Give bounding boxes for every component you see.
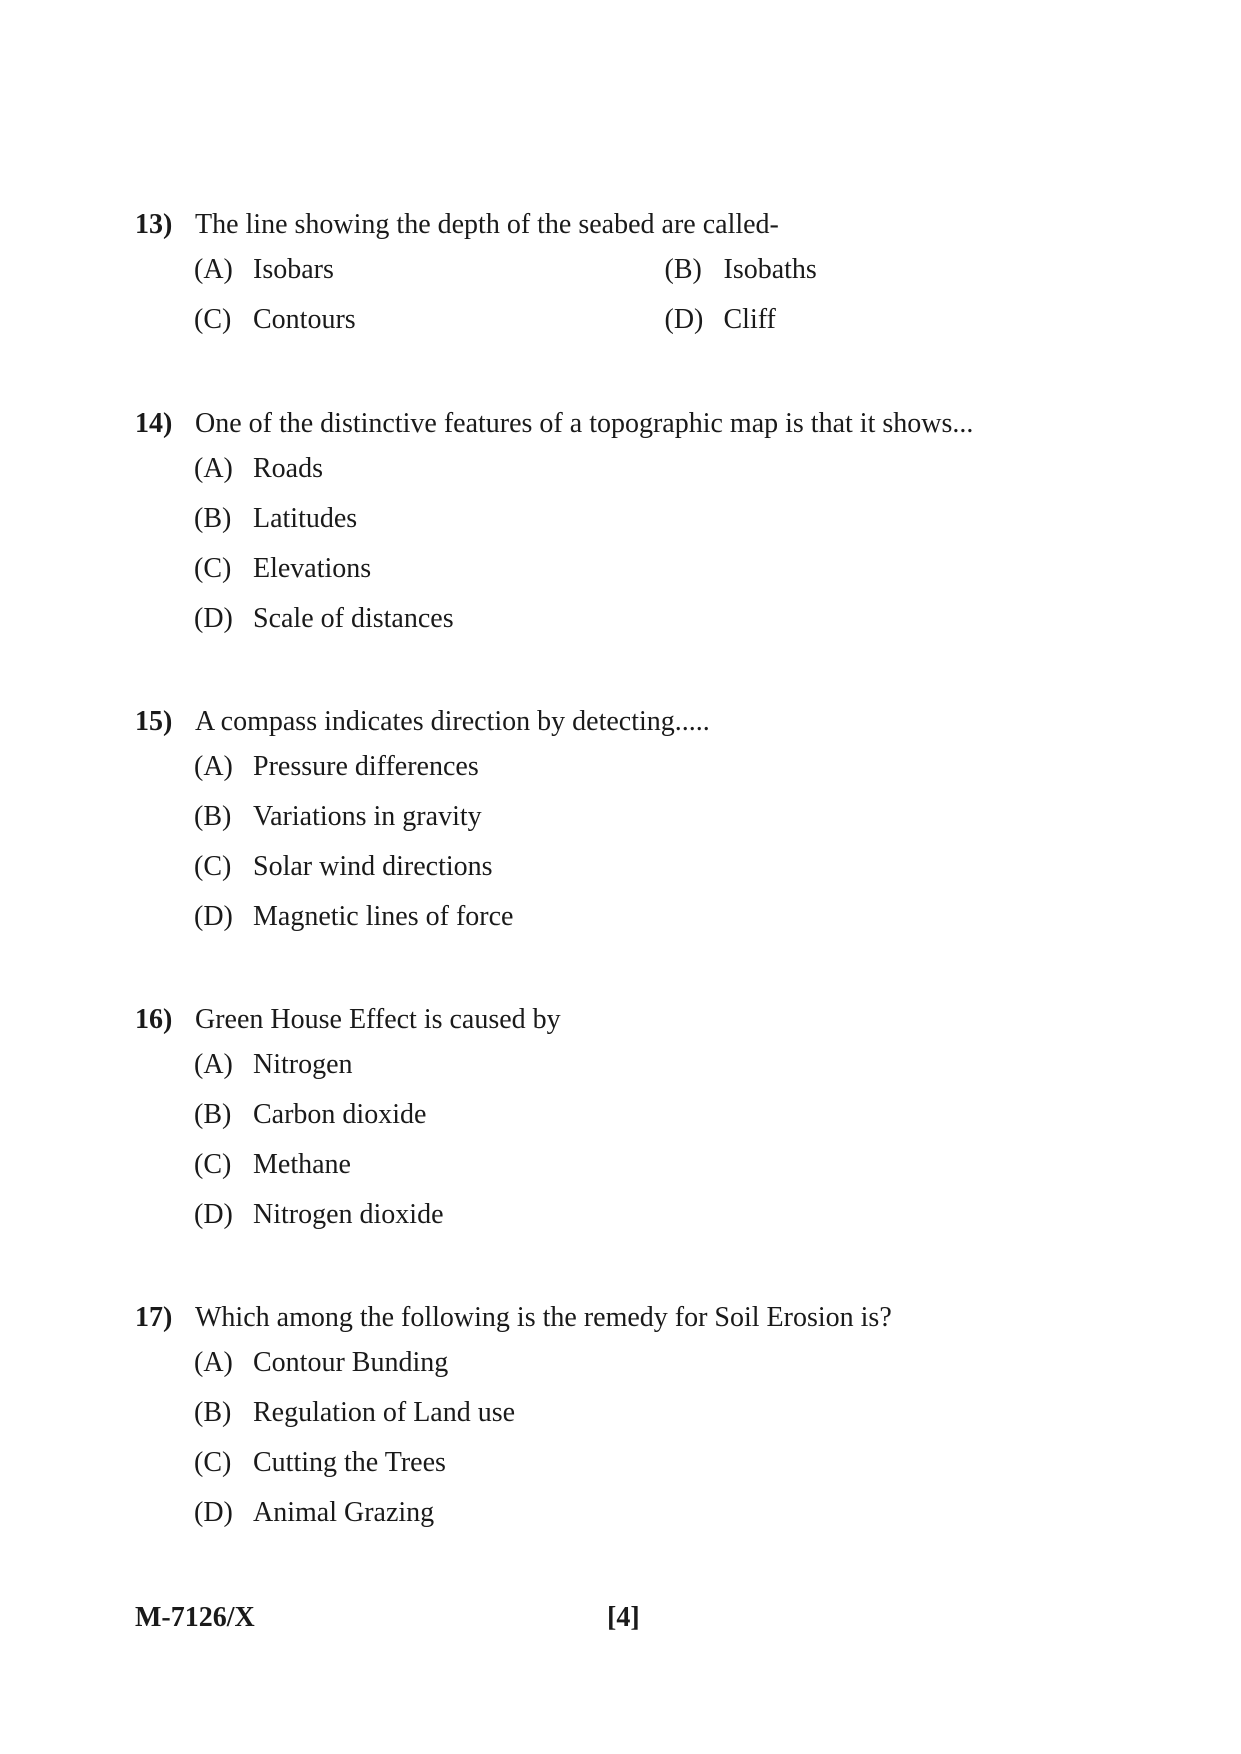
option-letter: (D)	[194, 1497, 233, 1528]
question-number: 16)	[135, 1004, 173, 1035]
option-c	[194, 842, 1135, 892]
option-letter: (D)	[194, 1199, 233, 1230]
option-b	[194, 1388, 1135, 1438]
option-text: Isobaths	[723, 254, 817, 285]
question-17	[135, 1298, 1135, 1538]
option-letter: (C)	[194, 1149, 232, 1180]
option-text: Animal Grazing	[253, 1497, 435, 1528]
option-c	[194, 544, 1135, 594]
option-text: Nitrogen dioxide	[253, 1199, 444, 1230]
option-letter: (D)	[194, 603, 233, 634]
question-14	[135, 404, 1135, 644]
option-text: Carbon dioxide	[253, 1099, 427, 1130]
option-letter: (A)	[194, 1347, 233, 1378]
question-stem	[135, 702, 1135, 742]
option-b	[194, 792, 1135, 842]
option-b	[194, 494, 1135, 544]
question-text: Which among the following is the remedy for Soil Erosion is?	[195, 1302, 892, 1333]
option-letter: (D)	[664, 304, 704, 335]
question-stem	[135, 404, 1135, 444]
options-row	[194, 295, 1135, 345]
option-a	[194, 1338, 1135, 1388]
option-text: Solar wind directions	[253, 851, 493, 882]
option-b	[665, 250, 1136, 290]
option-text: Contour Bunding	[253, 1347, 449, 1378]
option-letter: (A)	[194, 751, 233, 782]
option-d	[665, 300, 1136, 340]
question-16	[135, 1000, 1135, 1240]
option-text: Roads	[253, 453, 323, 484]
option-text: Cliff	[723, 304, 776, 335]
option-d	[194, 594, 1135, 644]
option-letter: (A)	[194, 254, 233, 285]
option-a	[194, 1040, 1135, 1090]
option-letter: (A)	[194, 453, 233, 484]
option-text: Contours	[253, 304, 356, 335]
options-list	[194, 742, 1135, 942]
option-text: Magnetic lines of force	[253, 901, 514, 932]
option-b	[194, 1090, 1135, 1140]
option-d	[194, 1488, 1135, 1538]
option-letter: (C)	[194, 553, 232, 584]
option-letter: (C)	[194, 1447, 232, 1478]
question-stem	[135, 1000, 1135, 1040]
paper-code: M-7126/X	[135, 1602, 255, 1633]
question-number: 15)	[135, 706, 173, 737]
question-number: 17)	[135, 1302, 173, 1333]
page-footer	[135, 1598, 1135, 1638]
option-letter: (B)	[194, 1397, 232, 1428]
option-a	[194, 444, 1135, 494]
option-letter: (D)	[194, 901, 233, 932]
option-text: Regulation of Land use	[253, 1397, 516, 1428]
option-d	[194, 1190, 1135, 1240]
option-a	[194, 250, 665, 290]
option-text: Variations in gravity	[253, 801, 482, 832]
option-letter: (B)	[194, 801, 232, 832]
option-text: Isobars	[253, 254, 334, 285]
option-letter: (B)	[194, 1099, 232, 1130]
option-text: Methane	[253, 1149, 351, 1180]
option-letter: (A)	[194, 1049, 233, 1080]
option-a	[194, 742, 1135, 792]
question-13	[135, 205, 1135, 345]
options-list	[194, 1338, 1135, 1538]
option-letter: (B)	[664, 254, 702, 285]
option-c	[194, 300, 665, 340]
option-letter: (C)	[194, 851, 232, 882]
options-list	[194, 444, 1135, 644]
options-grid	[194, 245, 1135, 345]
option-letter: (B)	[194, 503, 232, 534]
option-letter: (C)	[194, 304, 232, 335]
page-number: [4]	[607, 1602, 640, 1633]
question-stem	[135, 1298, 1135, 1338]
options-list	[194, 1040, 1135, 1240]
option-text: Elevations	[253, 553, 372, 584]
question-stem	[135, 205, 1135, 245]
option-text: Scale of distances	[253, 603, 454, 634]
question-number: 14)	[135, 408, 173, 439]
option-text: Nitrogen	[253, 1049, 353, 1080]
question-text: A compass indicates direction by detecting.....	[195, 706, 710, 737]
options-row	[194, 245, 1135, 295]
option-text: Pressure differences	[253, 751, 479, 782]
question-text: The line showing the depth of the seabed are called-	[195, 209, 779, 240]
question-15	[135, 702, 1135, 942]
question-number: 13)	[135, 209, 173, 240]
option-text: Latitudes	[253, 503, 358, 534]
option-d	[194, 892, 1135, 942]
option-text: Cutting the Trees	[253, 1447, 446, 1478]
option-c	[194, 1438, 1135, 1488]
question-text: Green House Effect is caused by	[195, 1004, 561, 1035]
option-c	[194, 1140, 1135, 1190]
question-text: One of the distinctive features of a topographic map is that it shows...	[195, 408, 974, 439]
